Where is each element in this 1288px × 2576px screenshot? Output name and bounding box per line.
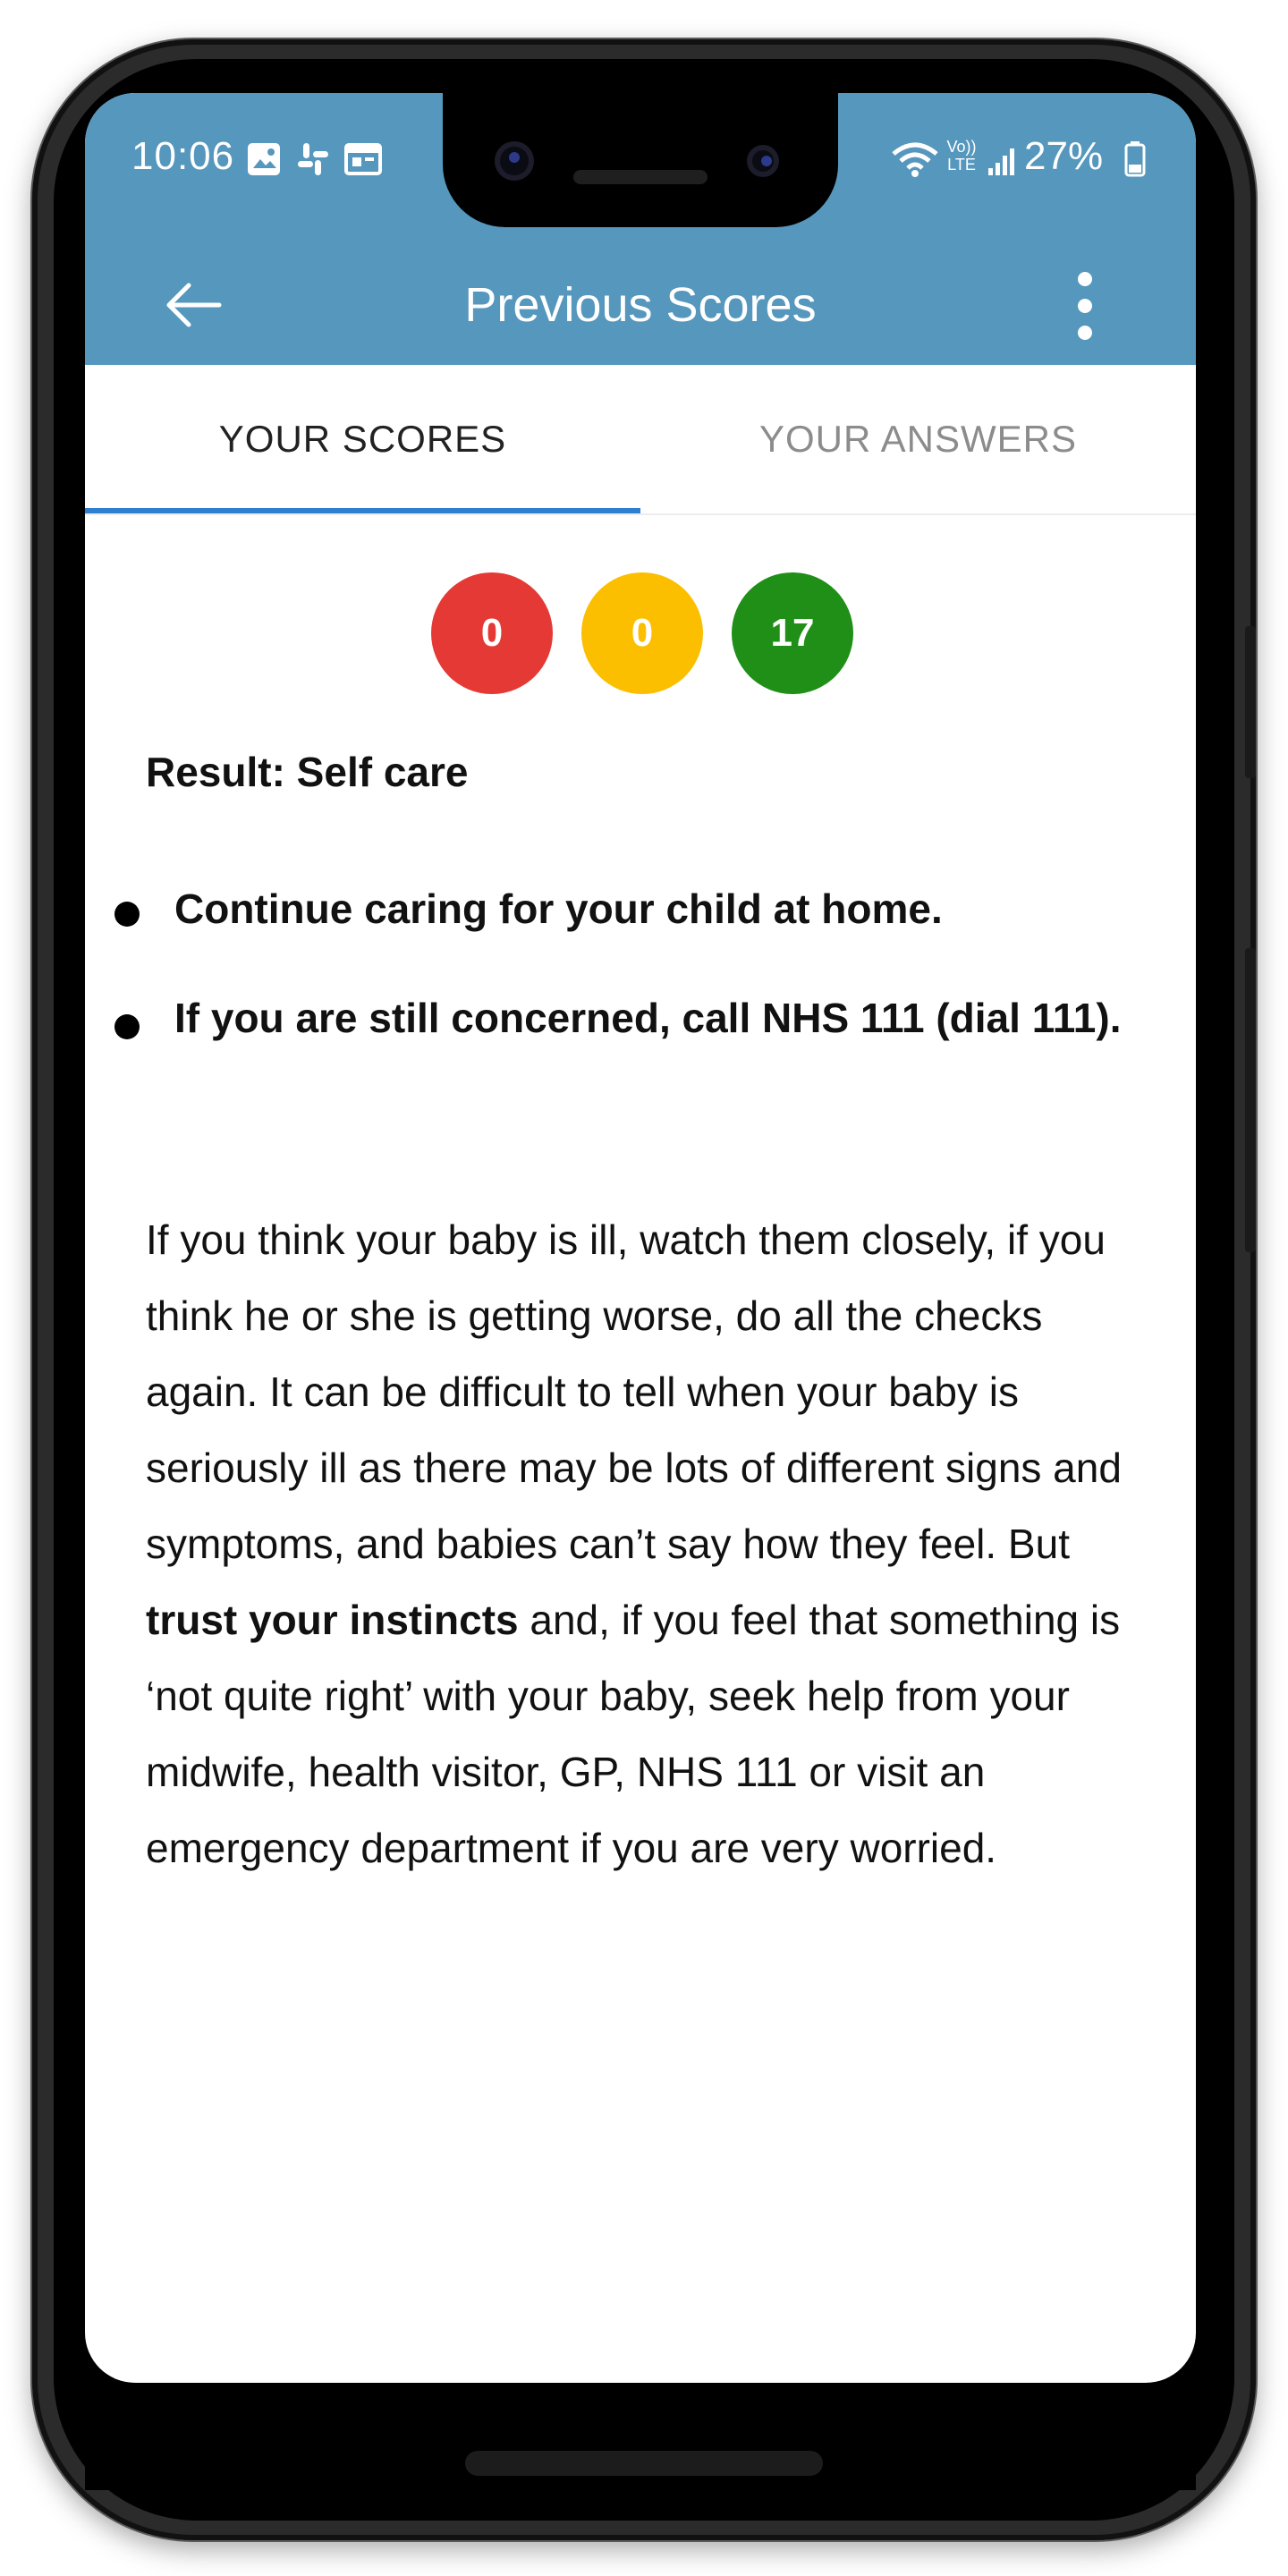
- signal-icon: [987, 145, 1019, 177]
- advice-emphasis: trust your instincts: [146, 1597, 519, 1643]
- tab-your-scores[interactable]: YOUR SCORES: [218, 418, 507, 460]
- bullet-dot: [114, 902, 140, 927]
- status-notification-icons: [246, 141, 398, 177]
- volume-button: [1245, 626, 1256, 778]
- gallery-icon: [248, 143, 280, 175]
- app-bar: [85, 245, 1196, 365]
- score-red-badge: 0: [431, 572, 553, 694]
- more-vert-icon[interactable]: [1067, 268, 1103, 343]
- result-heading: Result: Self care: [146, 749, 469, 795]
- earpiece-speaker: [573, 170, 708, 184]
- tab-indicator: [85, 508, 640, 513]
- screen: [85, 93, 1196, 2383]
- tab-bar: [85, 365, 1196, 515]
- score-amber-badge: 0: [581, 572, 703, 694]
- status-bar: [85, 93, 1196, 245]
- slack-icon: [298, 143, 328, 175]
- advice-text: and, if you feel that something is ‘not quite right’ with your baby, seek help from your midwife, health visitor, GP, NHS 111 or visit an emergency department if you are very worried.: [146, 1597, 1121, 1871]
- page-title: Previous Scores: [464, 278, 817, 332]
- arrow-left-icon[interactable]: [162, 274, 225, 336]
- status-time: 10:06: [131, 134, 235, 178]
- sensor: [747, 145, 779, 177]
- advice-text: If you think your baby is ill, watch them closely, if you think he or she is getting worse, do all the checks again. It can be difficult to tell when your baby is seriously ill as there may be lots of different signs and symptoms, and babies can’t say how they feel. But: [146, 1216, 1122, 1567]
- bullet-dot: [114, 1014, 140, 1039]
- tab-your-answers[interactable]: YOUR ANSWERS: [758, 418, 1078, 460]
- calendar-icon: [346, 145, 380, 174]
- bullet-item: If you are still concerned, call NHS 111 (dial 111).: [174, 995, 1122, 1041]
- power-button: [1245, 948, 1256, 1252]
- battery-icon: [1124, 141, 1146, 177]
- notification-icons: [246, 141, 398, 182]
- status-right: [890, 134, 1149, 182]
- bullet-item: Continue caring for your child at home.: [174, 886, 943, 932]
- front-camera: [495, 141, 534, 181]
- battery-percent: 27%: [1024, 134, 1104, 178]
- wifi-icon: [890, 140, 940, 179]
- camera-notch: [443, 93, 838, 227]
- score-green-badge: 17: [732, 572, 853, 694]
- volte-icon: Vo)) LTE: [946, 138, 977, 174]
- advice-paragraph: [146, 1202, 1165, 1886]
- home-indicator[interactable]: [465, 2451, 823, 2476]
